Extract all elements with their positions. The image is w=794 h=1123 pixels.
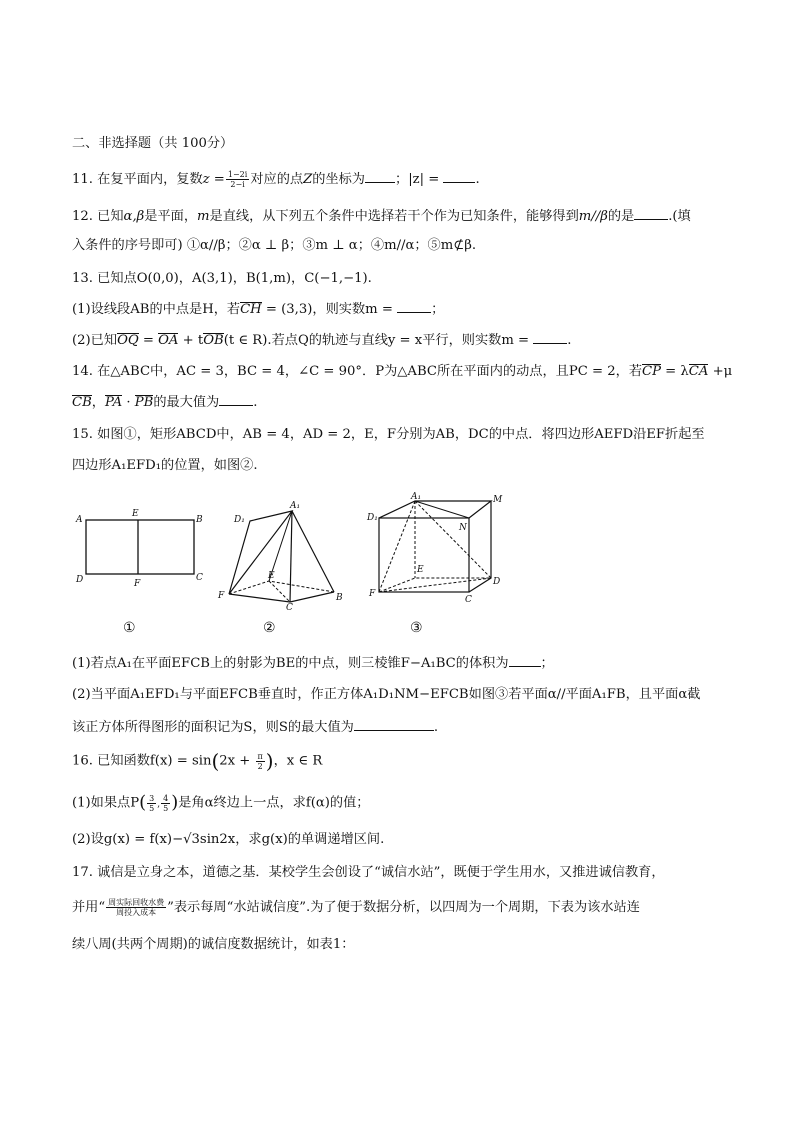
point-label: N [459,523,467,533]
figure-1-label: ① [123,620,136,636]
point-label: E [268,571,275,581]
question-15-line1: 15. 如图①，矩形ABCD中，AB = 4，AD = 2，E，F分别为AB，DC的中点．将四边形AEFD沿EF折起至 [72,427,705,442]
figure-2-folded [212,500,352,610]
point-label: A₁ [290,501,301,511]
question-15-part2b: 该正方体所得图形的面积记为S，则S的最大值为 . [72,717,438,738]
figure-2-label: ② [263,620,276,636]
question-14-line1: 14. 在△ABC中，AC = 3，BC = 4，∠C = 90°．P为△ABC所在平面内的动点，且PC = 2，若CP = λCA +μ [72,364,733,379]
question-11: 11. 在复平面内，复数z = $\frac{1-2i}{2-i}$ 对应的点Z的坐标为 ；|z| = . [72,170,480,189]
question-15-line2: 四边形A₁EFD₁的位置，如图②. [72,458,258,473]
question-17-line3: 续八周(共两个周期)的诚信度数据统计，如表1： [72,937,355,952]
question-15-part1: (1)若点A₁在平面EFCB上的射影为BE的中点，则三棱锥F−A₁BC的体积为 ； [72,653,554,674]
question-13-part2: (2)已知OQ = OA + tOB(t ∈ R).若点Q的轨迹与直线y = x平行，则实数m = . [72,330,571,351]
question-14-line2: CB，PA · PB的最大值为 . [72,392,257,413]
point-label: D₁ [367,513,378,523]
point-label: B [196,515,203,525]
question-15-part2a: (2)当平面A₁EFD₁与平面EFCB垂直时，作正方体A₁D₁NM−EFCB如图③若平面α//平面A₁FB，且平面α截 [72,687,701,702]
point-label: D₁ [234,515,245,525]
point-label: F [134,579,141,589]
question-16-part1: (1)如果点P( $\frac{3}{5}$ , $\frac{4}{5}$ )是角α终边上一点，求f(α)的值； [72,792,370,813]
point-label: C [286,603,293,610]
fraction: $\frac{1-2i}{2-i}$ [227,170,248,189]
question-17-line1: 17. 诚信是立身之本，道德之基．某校学生会创设了“诚信水站”，既便于学生用水，又推进诚信教育， [72,865,665,880]
answer-blank[interactable] [397,299,431,313]
point-label: M [493,495,503,505]
point-label: F [218,591,225,601]
point-label: E [132,509,139,519]
answer-blank[interactable] [443,169,475,183]
question-16: 16. 已知函数f(x) = sin(2x + $\frac{\pi}{2}$ )，x ∈ R [72,749,323,773]
answer-blank[interactable] [365,169,395,183]
question-17-line2: 并用“ $\frac{\text{周实际回收水费}}{\text{周投入成本}}$ ”表示每周“水站诚信度”.为了便于数据分析，以四周为一个周期，下表为该水站连 [72,898,640,917]
answer-blank[interactable] [634,206,668,220]
point-label: E [417,565,424,575]
figure-3-cube [365,492,505,608]
point-label: C [196,573,203,583]
section-title: 二、非选择题（共 100分） [72,136,234,151]
question-12-line1: 12. 已知α,β是平面，m是直线，从下列五个条件中选择若干个作为已知条件，能够得到m//β的是 .(填 [72,206,691,227]
answer-blank[interactable] [509,653,541,667]
question-12-line2: 入条件的序号即可) ①α//β；②α ⊥ β；③m ⊥ α；④m//α；⑤m⊄β. [72,238,477,253]
answer-blank[interactable] [354,717,434,731]
point-label: A [76,515,83,525]
question-16-part2: (2)设g(x) = f(x)−√3sin2x，求g(x)的单调递增区间. [72,832,385,847]
point-label: D [493,577,501,587]
point-label: C [465,595,472,605]
answer-blank[interactable] [219,392,253,406]
answer-blank[interactable] [533,330,567,344]
point-label: D [76,575,84,585]
figure-1-rectangle [72,508,222,598]
point-label: A₁ [411,492,422,502]
question-13: 13. 已知点O(0,0)，A(3,1)，B(1,m)，C(−1,−1). [72,271,372,286]
point-label: F [369,589,376,599]
point-label: B [336,593,343,603]
figure-3-label: ③ [410,620,423,636]
question-13-part1: (1)设线段AB的中点是H，若CH = (3,3)，则实数m = ； [72,299,444,320]
